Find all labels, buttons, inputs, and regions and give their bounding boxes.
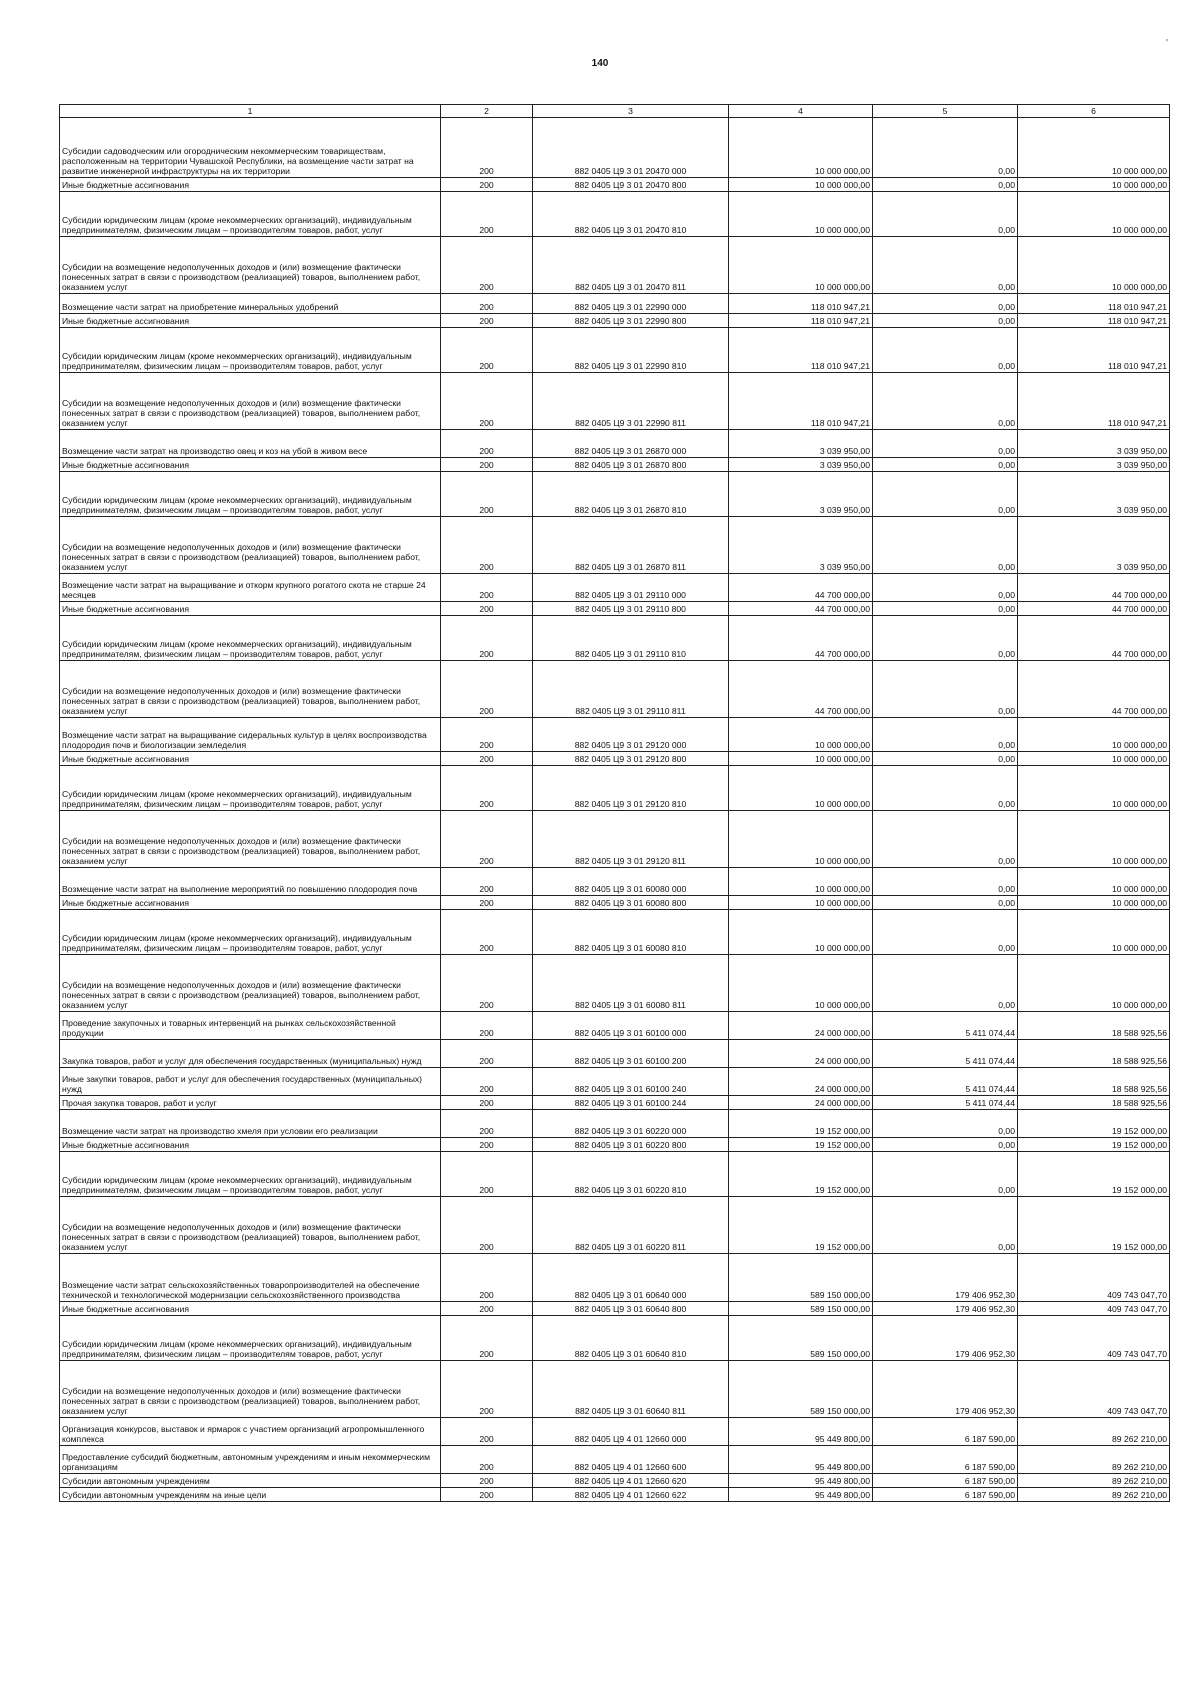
row-value-4: 10 000 000,00 [729, 910, 873, 955]
row-value-5: 0,00 [873, 178, 1018, 192]
table-row [60, 811, 1170, 868]
row-col-2: 200 [441, 602, 533, 616]
header-col-3: 3 [533, 105, 729, 118]
row-name: Субсидии на возмещение недополученных доходов и (или) возмещение фактически понесенных затрат в связи с производством (реализацией) товаров, выполнением работ, оказанием услуг [60, 811, 441, 868]
row-value-5: 0,00 [873, 237, 1018, 294]
table-row [60, 237, 1170, 294]
row-code: 882 0405 Ц9 3 01 29120 810 [533, 766, 729, 811]
row-value-4: 3 039 950,00 [729, 430, 873, 458]
row-col-2: 200 [441, 1254, 533, 1302]
table-row [60, 868, 1170, 896]
row-col-2: 200 [441, 1302, 533, 1316]
table-row [60, 294, 1170, 314]
row-col-2: 200 [441, 1446, 533, 1474]
row-code: 882 0405 Ц9 3 01 29110 811 [533, 661, 729, 718]
row-col-2: 200 [441, 896, 533, 910]
table-row [60, 602, 1170, 616]
row-code: 882 0405 Ц9 3 01 60100 200 [533, 1040, 729, 1068]
row-code: 882 0405 Ц9 3 01 60080 811 [533, 955, 729, 1012]
row-value-4: 10 000 000,00 [729, 766, 873, 811]
row-col-2: 200 [441, 811, 533, 868]
row-value-6: 409 743 047,70 [1018, 1316, 1170, 1361]
row-value-6: 409 743 047,70 [1018, 1361, 1170, 1418]
row-value-5: 0,00 [873, 118, 1018, 178]
row-value-4: 24 000 000,00 [729, 1096, 873, 1110]
table-row [60, 955, 1170, 1012]
table-row [60, 430, 1170, 458]
row-value-6: 18 588 925,56 [1018, 1096, 1170, 1110]
table-row [60, 661, 1170, 718]
row-code: 882 0405 Ц9 3 01 26870 810 [533, 472, 729, 517]
row-name: Иные бюджетные ассигнования [60, 458, 441, 472]
row-value-5: 179 406 952,30 [873, 1316, 1018, 1361]
row-code: 882 0405 Ц9 3 01 60220 810 [533, 1152, 729, 1197]
row-value-6: 44 700 000,00 [1018, 602, 1170, 616]
table-row [60, 752, 1170, 766]
row-value-6: 44 700 000,00 [1018, 616, 1170, 661]
row-value-6: 10 000 000,00 [1018, 910, 1170, 955]
row-value-5: 0,00 [873, 910, 1018, 955]
row-col-2: 200 [441, 752, 533, 766]
row-value-6: 19 152 000,00 [1018, 1152, 1170, 1197]
table-row [60, 472, 1170, 517]
row-code: 882 0405 Ц9 3 01 20470 000 [533, 118, 729, 178]
row-code: 882 0405 Ц9 3 01 20470 810 [533, 192, 729, 237]
row-code: 882 0405 Ц9 4 01 12660 000 [533, 1418, 729, 1446]
row-value-4: 95 449 800,00 [729, 1418, 873, 1446]
row-value-4: 19 152 000,00 [729, 1110, 873, 1138]
row-code: 882 0405 Ц9 3 01 20470 811 [533, 237, 729, 294]
row-code: 882 0405 Ц9 3 01 26870 800 [533, 458, 729, 472]
row-name: Субсидии юридическим лицам (кроме некоммерческих организаций), индивидуальным предпринимателям, физическим лицам – производителям товаров, работ, услуг [60, 472, 441, 517]
row-value-6: 10 000 000,00 [1018, 192, 1170, 237]
row-value-4: 24 000 000,00 [729, 1068, 873, 1096]
table-row [60, 718, 1170, 752]
table-row [60, 1474, 1170, 1488]
table-row [60, 1138, 1170, 1152]
table-body [60, 118, 1170, 1502]
row-name: Субсидии юридическим лицам (кроме некоммерческих организаций), индивидуальным предпринимателям, физическим лицам – производителям товаров, работ, услуг [60, 328, 441, 373]
row-value-6: 89 262 210,00 [1018, 1418, 1170, 1446]
row-col-2: 200 [441, 458, 533, 472]
row-col-2: 200 [441, 314, 533, 328]
row-code: 882 0405 Ц9 3 01 60640 000 [533, 1254, 729, 1302]
row-code: 882 0405 Ц9 3 01 26870 000 [533, 430, 729, 458]
row-value-5: 0,00 [873, 752, 1018, 766]
row-value-5: 0,00 [873, 718, 1018, 752]
row-value-6: 10 000 000,00 [1018, 752, 1170, 766]
row-col-2: 200 [441, 1197, 533, 1254]
row-col-2: 200 [441, 328, 533, 373]
table-row [60, 1316, 1170, 1361]
row-name: Субсидии юридическим лицам (кроме некоммерческих организаций), индивидуальным предпринимателям, физическим лицам – производителям товаров, работ, услуг [60, 1316, 441, 1361]
row-name: Возмещение части затрат на производство хмеля при условии его реализации [60, 1110, 441, 1138]
row-value-4: 10 000 000,00 [729, 752, 873, 766]
table-row [60, 1068, 1170, 1096]
row-name: Возмещение части затрат сельскохозяйственных товаропроизводителей на обеспечение технической и технологической модернизации сельскохозяйственного производства [60, 1254, 441, 1302]
row-name: Иные бюджетные ассигнования [60, 314, 441, 328]
row-value-5: 0,00 [873, 294, 1018, 314]
row-value-4: 95 449 800,00 [729, 1446, 873, 1474]
row-name: Субсидии юридическим лицам (кроме некоммерческих организаций), индивидуальным предпринимателям, физическим лицам – производителям товаров, работ, услуг [60, 766, 441, 811]
row-col-2: 200 [441, 1152, 533, 1197]
row-value-4: 3 039 950,00 [729, 472, 873, 517]
row-value-5: 6 187 590,00 [873, 1474, 1018, 1488]
row-col-2: 200 [441, 373, 533, 430]
row-name: Закупка товаров, работ и услуг для обеспечения государственных (муниципальных) нужд [60, 1040, 441, 1068]
row-value-4: 589 150 000,00 [729, 1316, 873, 1361]
row-code: 882 0405 Ц9 3 01 60080 800 [533, 896, 729, 910]
row-code: 882 0405 Ц9 4 01 12660 620 [533, 1474, 729, 1488]
row-col-2: 200 [441, 1361, 533, 1418]
row-col-2: 200 [441, 766, 533, 811]
row-code: 882 0405 Ц9 3 01 29120 800 [533, 752, 729, 766]
row-value-5: 0,00 [873, 1197, 1018, 1254]
row-value-6: 118 010 947,21 [1018, 373, 1170, 430]
row-name: Субсидии на возмещение недополученных доходов и (или) возмещение фактически понесенных затрат в связи с производством (реализацией) товаров, выполнением работ, оказанием услуг [60, 517, 441, 574]
row-value-5: 0,00 [873, 868, 1018, 896]
row-value-4: 589 150 000,00 [729, 1302, 873, 1316]
row-value-4: 44 700 000,00 [729, 661, 873, 718]
row-value-5: 5 411 074,44 [873, 1012, 1018, 1040]
row-value-6: 89 262 210,00 [1018, 1488, 1170, 1502]
row-value-6: 10 000 000,00 [1018, 868, 1170, 896]
row-value-4: 44 700 000,00 [729, 616, 873, 661]
table-row [60, 1361, 1170, 1418]
row-col-2: 200 [441, 718, 533, 752]
row-name: Субсидии на возмещение недополученных доходов и (или) возмещение фактически понесенных затрат в связи с производством (реализацией) товаров, выполнением работ, оказанием услуг [60, 1361, 441, 1418]
row-value-6: 10 000 000,00 [1018, 766, 1170, 811]
row-value-6: 10 000 000,00 [1018, 237, 1170, 294]
row-value-4: 44 700 000,00 [729, 602, 873, 616]
row-value-4: 24 000 000,00 [729, 1012, 873, 1040]
row-col-2: 200 [441, 192, 533, 237]
row-name: Иные бюджетные ассигнования [60, 178, 441, 192]
row-code: 882 0405 Ц9 3 01 29120 000 [533, 718, 729, 752]
row-code: 882 0405 Ц9 3 01 60220 811 [533, 1197, 729, 1254]
row-value-4: 118 010 947,21 [729, 373, 873, 430]
row-value-6: 10 000 000,00 [1018, 178, 1170, 192]
row-col-2: 200 [441, 574, 533, 602]
row-value-6: 10 000 000,00 [1018, 896, 1170, 910]
row-col-2: 200 [441, 430, 533, 458]
row-col-2: 200 [441, 178, 533, 192]
row-name: Предоставление субсидий бюджетным, автономным учреждениям и иным некоммерческим организациям [60, 1446, 441, 1474]
row-value-5: 0,00 [873, 472, 1018, 517]
row-value-5: 0,00 [873, 517, 1018, 574]
row-name: Возмещение части затрат на производство овец и коз на убой в живом весе [60, 430, 441, 458]
row-value-4: 19 152 000,00 [729, 1138, 873, 1152]
row-name: Субсидии юридическим лицам (кроме некоммерческих организаций), индивидуальным предпринимателям, физическим лицам – производителям товаров, работ, услуг [60, 910, 441, 955]
row-col-2: 200 [441, 1316, 533, 1361]
row-value-6: 19 152 000,00 [1018, 1197, 1170, 1254]
table-row [60, 1040, 1170, 1068]
row-name: Субсидии юридическим лицам (кроме некоммерческих организаций), индивидуальным предпринимателям, физическим лицам – производителям товаров, работ, услуг [60, 616, 441, 661]
row-value-6: 18 588 925,56 [1018, 1012, 1170, 1040]
row-code: 882 0405 Ц9 3 01 60100 244 [533, 1096, 729, 1110]
row-value-5: 0,00 [873, 430, 1018, 458]
row-value-6: 10 000 000,00 [1018, 118, 1170, 178]
row-value-4: 44 700 000,00 [729, 574, 873, 602]
row-code: 882 0405 Ц9 3 01 60220 800 [533, 1138, 729, 1152]
row-value-5: 6 187 590,00 [873, 1488, 1018, 1502]
row-value-4: 95 449 800,00 [729, 1474, 873, 1488]
row-value-6: 409 743 047,70 [1018, 1302, 1170, 1316]
row-value-5: 6 187 590,00 [873, 1418, 1018, 1446]
row-value-4: 19 152 000,00 [729, 1197, 873, 1254]
row-value-4: 10 000 000,00 [729, 868, 873, 896]
row-value-4: 19 152 000,00 [729, 1152, 873, 1197]
table-row [60, 328, 1170, 373]
row-col-2: 200 [441, 1096, 533, 1110]
row-value-6: 409 743 047,70 [1018, 1254, 1170, 1302]
row-col-2: 200 [441, 868, 533, 896]
row-code: 882 0405 Ц9 3 01 60080 000 [533, 868, 729, 896]
row-code: 882 0405 Ц9 3 01 22990 800 [533, 314, 729, 328]
row-name: Субсидии на возмещение недополученных доходов и (или) возмещение фактически понесенных затрат в связи с производством (реализацией) товаров, выполнением работ, оказанием услуг [60, 237, 441, 294]
row-value-6: 3 039 950,00 [1018, 472, 1170, 517]
table-row [60, 1152, 1170, 1197]
row-name: Иные закупки товаров, работ и услуг для обеспечения государственных (муниципальных) нужд [60, 1068, 441, 1096]
row-value-6: 118 010 947,21 [1018, 294, 1170, 314]
row-col-2: 200 [441, 661, 533, 718]
row-name: Иные бюджетные ассигнования [60, 1302, 441, 1316]
row-value-5: 179 406 952,30 [873, 1361, 1018, 1418]
row-value-5: 0,00 [873, 328, 1018, 373]
row-value-5: 0,00 [873, 574, 1018, 602]
row-value-5: 0,00 [873, 192, 1018, 237]
row-value-6: 118 010 947,21 [1018, 314, 1170, 328]
header-col-1: 1 [60, 105, 441, 118]
row-value-5: 0,00 [873, 602, 1018, 616]
row-value-5: 0,00 [873, 661, 1018, 718]
row-value-6: 10 000 000,00 [1018, 811, 1170, 868]
table-row [60, 766, 1170, 811]
row-value-6: 44 700 000,00 [1018, 661, 1170, 718]
row-name: Возмещение части затрат на приобретение минеральных удобрений [60, 294, 441, 314]
row-value-4: 118 010 947,21 [729, 294, 873, 314]
row-name: Иные бюджетные ассигнования [60, 1138, 441, 1152]
table-row [60, 1488, 1170, 1502]
row-col-2: 200 [441, 1068, 533, 1096]
table-row [60, 314, 1170, 328]
page-number: 140 [591, 58, 609, 69]
row-value-5: 0,00 [873, 896, 1018, 910]
row-value-4: 10 000 000,00 [729, 192, 873, 237]
table-row [60, 1418, 1170, 1446]
row-col-2: 200 [441, 955, 533, 1012]
row-value-5: 5 411 074,44 [873, 1068, 1018, 1096]
row-name: Иные бюджетные ассигнования [60, 896, 441, 910]
row-value-4: 10 000 000,00 [729, 178, 873, 192]
row-value-5: 0,00 [873, 616, 1018, 661]
row-code: 882 0405 Ц9 3 01 26870 811 [533, 517, 729, 574]
row-col-2: 200 [441, 517, 533, 574]
table-row [60, 1197, 1170, 1254]
row-value-5: 5 411 074,44 [873, 1040, 1018, 1068]
row-value-4: 10 000 000,00 [729, 118, 873, 178]
row-code: 882 0405 Ц9 3 01 60640 811 [533, 1361, 729, 1418]
table-row [60, 458, 1170, 472]
row-value-4: 10 000 000,00 [729, 955, 873, 1012]
row-value-6: 89 262 210,00 [1018, 1474, 1170, 1488]
table-row [60, 574, 1170, 602]
row-value-5: 0,00 [873, 811, 1018, 868]
row-name: Субсидии на возмещение недополученных доходов и (или) возмещение фактически понесенных затрат в связи с производством (реализацией) товаров, выполнением работ, оказанием услуг [60, 373, 441, 430]
row-value-4: 10 000 000,00 [729, 718, 873, 752]
row-value-4: 24 000 000,00 [729, 1040, 873, 1068]
row-name: Организация конкурсов, выставок и ярмарок с участием организаций агропромышленного комплекса [60, 1418, 441, 1446]
row-value-5: 0,00 [873, 373, 1018, 430]
row-code: 882 0405 Ц9 3 01 22990 811 [533, 373, 729, 430]
row-code: 882 0405 Ц9 3 01 29110 000 [533, 574, 729, 602]
row-value-6: 10 000 000,00 [1018, 955, 1170, 1012]
table-row [60, 178, 1170, 192]
row-col-2: 200 [441, 1488, 533, 1502]
row-code: 882 0405 Ц9 3 01 20470 800 [533, 178, 729, 192]
row-value-6: 3 039 950,00 [1018, 458, 1170, 472]
row-col-2: 200 [441, 1474, 533, 1488]
corner-mark: ' [1166, 38, 1168, 49]
budget-table [59, 104, 1170, 1502]
row-value-6: 18 588 925,56 [1018, 1040, 1170, 1068]
row-value-4: 589 150 000,00 [729, 1254, 873, 1302]
row-value-5: 0,00 [873, 1138, 1018, 1152]
table-row [60, 1096, 1170, 1110]
table-row [60, 1012, 1170, 1040]
table-header-row [60, 105, 1170, 118]
table-row [60, 517, 1170, 574]
row-name: Субсидии юридическим лицам (кроме некоммерческих организаций), индивидуальным предпринимателям, физическим лицам – производителям товаров, работ, услуг [60, 192, 441, 237]
row-value-5: 0,00 [873, 314, 1018, 328]
row-value-5: 6 187 590,00 [873, 1446, 1018, 1474]
row-value-4: 10 000 000,00 [729, 896, 873, 910]
row-code: 882 0405 Ц9 3 01 60220 000 [533, 1110, 729, 1138]
row-col-2: 200 [441, 1138, 533, 1152]
row-value-4: 118 010 947,21 [729, 314, 873, 328]
row-name: Субсидии на возмещение недополученных доходов и (или) возмещение фактически понесенных затрат в связи с производством (реализацией) товаров, выполнением работ, оказанием услуг [60, 955, 441, 1012]
table-row [60, 896, 1170, 910]
table-row [60, 1302, 1170, 1316]
row-value-4: 10 000 000,00 [729, 237, 873, 294]
row-col-2: 200 [441, 1418, 533, 1446]
row-col-2: 200 [441, 294, 533, 314]
row-col-2: 200 [441, 1012, 533, 1040]
row-value-4: 3 039 950,00 [729, 458, 873, 472]
row-value-5: 0,00 [873, 1110, 1018, 1138]
row-col-2: 200 [441, 237, 533, 294]
row-value-6: 3 039 950,00 [1018, 517, 1170, 574]
header-col-2: 2 [441, 105, 533, 118]
row-code: 882 0405 Ц9 3 01 60080 810 [533, 910, 729, 955]
row-value-4: 10 000 000,00 [729, 811, 873, 868]
header-col-4: 4 [729, 105, 873, 118]
row-col-2: 200 [441, 1040, 533, 1068]
row-value-4: 589 150 000,00 [729, 1361, 873, 1418]
header-col-6: 6 [1018, 105, 1170, 118]
row-code: 882 0405 Ц9 3 01 29110 810 [533, 616, 729, 661]
row-name: Субсидии на возмещение недополученных доходов и (или) возмещение фактически понесенных затрат в связи с производством (реализацией) товаров, выполнением работ, оказанием услуг [60, 661, 441, 718]
row-value-5: 179 406 952,30 [873, 1302, 1018, 1316]
row-value-6: 118 010 947,21 [1018, 328, 1170, 373]
row-value-5: 0,00 [873, 955, 1018, 1012]
row-code: 882 0405 Ц9 4 01 12660 600 [533, 1446, 729, 1474]
table-row [60, 1110, 1170, 1138]
row-name: Субсидии автономным учреждениям на иные цели [60, 1488, 441, 1502]
table-row [60, 1254, 1170, 1302]
row-name: Иные бюджетные ассигнования [60, 752, 441, 766]
row-code: 882 0405 Ц9 3 01 60100 000 [533, 1012, 729, 1040]
row-value-5: 179 406 952,30 [873, 1254, 1018, 1302]
row-name: Субсидии автономным учреждениям [60, 1474, 441, 1488]
row-value-6: 44 700 000,00 [1018, 574, 1170, 602]
row-value-4: 3 039 950,00 [729, 517, 873, 574]
row-value-6: 10 000 000,00 [1018, 718, 1170, 752]
row-value-5: 0,00 [873, 458, 1018, 472]
table-row [60, 373, 1170, 430]
row-name: Иные бюджетные ассигнования [60, 602, 441, 616]
row-value-6: 3 039 950,00 [1018, 430, 1170, 458]
row-value-4: 118 010 947,21 [729, 328, 873, 373]
row-code: 882 0405 Ц9 3 01 60100 240 [533, 1068, 729, 1096]
row-name: Возмещение части затрат на выращивание и откорм крупного рогатого скота не старше 24 месяцев [60, 574, 441, 602]
row-name: Проведение закупочных и товарных интервенций на рынках сельскохозяйственной продукции [60, 1012, 441, 1040]
row-col-2: 200 [441, 616, 533, 661]
row-value-6: 89 262 210,00 [1018, 1446, 1170, 1474]
row-value-5: 0,00 [873, 1152, 1018, 1197]
row-value-5: 5 411 074,44 [873, 1096, 1018, 1110]
row-name: Субсидии юридическим лицам (кроме некоммерческих организаций), индивидуальным предпринимателям, физическим лицам – производителям товаров, работ, услуг [60, 1152, 441, 1197]
table-row [60, 616, 1170, 661]
table-row [60, 118, 1170, 178]
row-code: 882 0405 Ц9 3 01 60640 810 [533, 1316, 729, 1361]
row-col-2: 200 [441, 118, 533, 178]
header-col-5: 5 [873, 105, 1018, 118]
row-code: 882 0405 Ц9 3 01 22990 810 [533, 328, 729, 373]
table-row [60, 1446, 1170, 1474]
row-value-6: 19 152 000,00 [1018, 1138, 1170, 1152]
row-name: Субсидии на возмещение недополученных доходов и (или) возмещение фактически понесенных затрат в связи с производством (реализацией) товаров, выполнением работ, оказанием услуг [60, 1197, 441, 1254]
row-value-6: 19 152 000,00 [1018, 1110, 1170, 1138]
row-col-2: 200 [441, 910, 533, 955]
row-code: 882 0405 Ц9 3 01 29120 811 [533, 811, 729, 868]
row-value-5: 0,00 [873, 766, 1018, 811]
row-code: 882 0405 Ц9 3 01 60640 800 [533, 1302, 729, 1316]
row-name: Возмещение части затрат на выполнение мероприятий по повышению плодородия почв [60, 868, 441, 896]
row-code: 882 0405 Ц9 3 01 22990 000 [533, 294, 729, 314]
row-value-6: 18 588 925,56 [1018, 1068, 1170, 1096]
row-name: Возмещение части затрат на выращивание сидеральных культур в целях воспроизводства плодородия почв и биологизации земледелия [60, 718, 441, 752]
row-code: 882 0405 Ц9 4 01 12660 622 [533, 1488, 729, 1502]
table-row [60, 192, 1170, 237]
row-name: Субсидии садоводческим или огородническим некоммерческим товариществам, расположенным на территории Чувашской Республики, на возмещение части затрат на развитие инженерной инфраструктуры на их территории [60, 118, 441, 178]
row-code: 882 0405 Ц9 3 01 29110 800 [533, 602, 729, 616]
row-name: Прочая закупка товаров, работ и услуг [60, 1096, 441, 1110]
table-row [60, 910, 1170, 955]
row-col-2: 200 [441, 1110, 533, 1138]
row-col-2: 200 [441, 472, 533, 517]
row-value-4: 95 449 800,00 [729, 1488, 873, 1502]
